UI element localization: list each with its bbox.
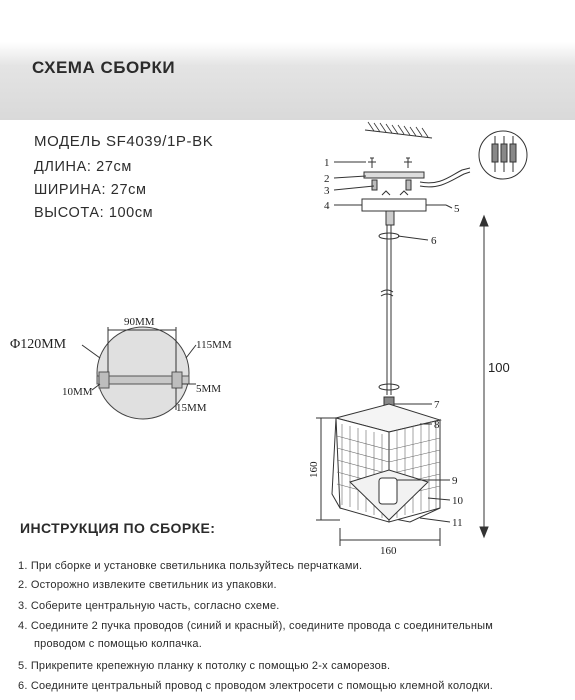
instructions-title: ИНСТРУКЦИЯ ПО СБОРКЕ: <box>20 520 216 536</box>
dim-5: 5MM <box>196 383 222 395</box>
dim-15: 15MM <box>176 402 207 414</box>
part-number-11: 11 <box>452 517 463 529</box>
part-number-3: 3 <box>324 185 330 197</box>
part-number-6: 6 <box>431 235 437 247</box>
instruction-step: 2. Осторожно извлеките светильник из упаковки. <box>18 579 277 591</box>
instruction-step: 6. Соедините центральный провод с проводом электросети с помощью клемной колодки. <box>18 680 494 692</box>
instruction-step: 3. Соберите центральную часть, согласно схеме. <box>18 600 280 612</box>
part-number-8: 8 <box>434 419 440 431</box>
mount-screw-left <box>99 372 109 388</box>
part-number-10: 10 <box>452 495 463 507</box>
page-title: СХЕМА СБОРКИ <box>32 58 176 77</box>
shade-height-dimension: 160 <box>308 461 320 478</box>
instruction-step-line: 4. Соедините 2 пучка проводов (синий и красный), соедините провода с соединительным <box>18 620 494 632</box>
part-number-1: 1 <box>324 157 330 169</box>
instruction-step-continuation: проводом с помощью колпачка. <box>34 638 202 650</box>
width-spec: ШИРИНА: 27см <box>34 182 147 198</box>
instruction-step <box>18 617 558 653</box>
model-label: МОДЕЛЬ SF4039/1P-BK <box>34 133 214 150</box>
part-number-2: 2 <box>324 173 330 185</box>
instruction-step: 5. Прикрепите крепежную планку к потолку с помощью 2-х саморезов. <box>18 660 391 672</box>
dim-90: 90MM <box>124 316 155 328</box>
height-spec: ВЫСОТА: 100см <box>34 205 154 221</box>
dim-10: 10MM <box>62 386 93 398</box>
height-dimension: 100 <box>488 360 510 375</box>
instruction-step: 1. При сборке и установке светильника пользуйтесь перчатками. <box>18 560 363 572</box>
mount-screw-right <box>172 372 182 388</box>
dim-115: 115MM <box>196 339 232 351</box>
part-number-7: 7 <box>434 399 440 411</box>
shade-width-dimension: 160 <box>380 545 397 557</box>
length-spec: ДЛИНА: 27см <box>34 159 132 175</box>
dim-diameter: Φ120MM <box>10 337 67 352</box>
part-number-9: 9 <box>452 475 458 487</box>
lamp-drawing <box>316 122 527 546</box>
part-number-4: 4 <box>324 200 330 212</box>
part-number-5: 5 <box>454 203 460 215</box>
